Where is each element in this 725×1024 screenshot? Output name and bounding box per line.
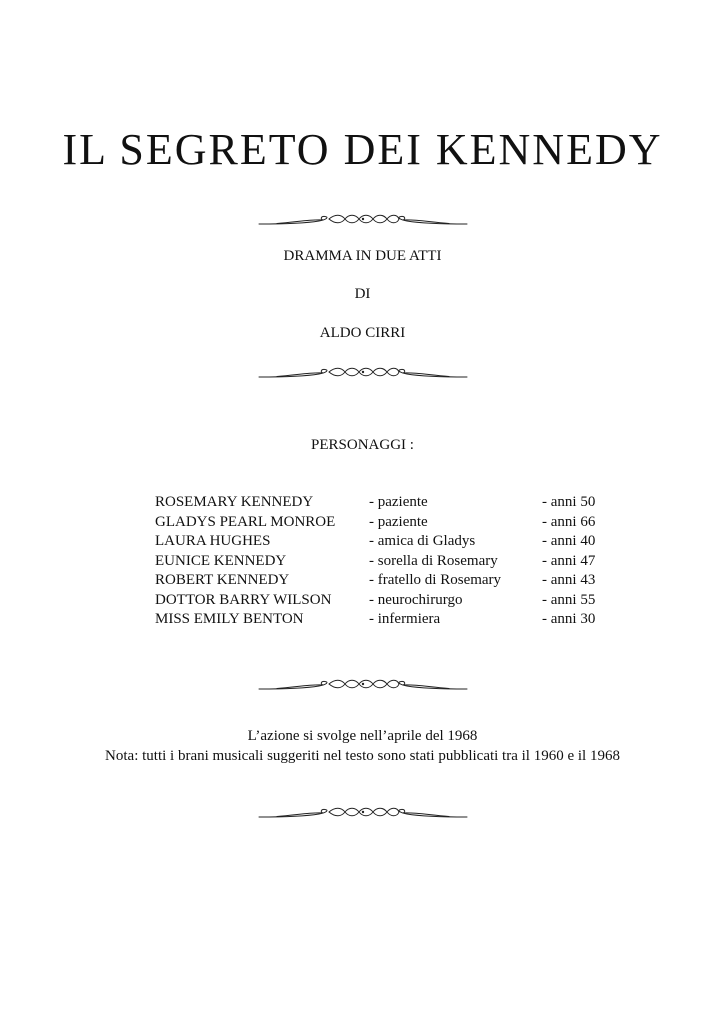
cast-role: - fratello di Rosemary [369,572,502,588]
setting-text: L’azione si svolge nell’aprile del 1968 [247,728,478,744]
cast-name: MISS EMILY BENTON [155,611,304,627]
author-name: ALDO CIRRI [319,325,406,341]
cast-row [155,610,615,630]
cast-name: EUNICE KENNEDY [155,552,287,569]
cast-age: - anni 30 [542,611,596,627]
cast-name: ROBERT KENNEDY [155,572,290,588]
play-subtitle: DRAMMA IN DUE ATTI [283,248,442,264]
cast-row [155,552,615,572]
ornament-divider-1 [257,210,469,230]
cast-row [155,532,615,552]
cast-role: - neurochirurgo [369,591,463,608]
ornament-divider-2 [257,363,469,383]
cast-row [155,513,615,533]
ornament-divider-3 [257,675,469,695]
cast-age: - anni 43 [542,572,596,588]
cast-age: - anni 50 [542,494,596,510]
ornament-divider-4 [257,803,469,823]
music-note-text: Nota: tutti i brani musicali suggeriti nel testo sono stati pubblicati tra il 1960 e il 1968 [105,748,620,764]
cast-role: - infermiera [369,611,441,627]
cast-row [155,591,615,611]
cast-role: - paziente [369,513,428,530]
cast-age: - anni 55 [542,591,596,608]
cast-name: GLADYS PEARL MONROE [155,513,336,530]
cast-age: - anni 47 [542,552,596,569]
cast-role: - paziente [369,494,428,510]
cast-age: - anni 66 [542,513,596,530]
cast-name: ROSEMARY KENNEDY [155,494,314,510]
cast-list [155,493,615,630]
cast-row [155,571,615,591]
cast-role: - sorella di Rosemary [369,552,498,569]
play-title: IL SEGRETO DEI KENNEDY [62,125,663,174]
cast-role: - amica di Gladys [369,533,476,549]
cast-name: DOTTOR BARRY WILSON [155,591,332,608]
cast-age: - anni 40 [542,533,596,549]
by-label: DI [354,286,371,302]
cast-name: LAURA HUGHES [155,533,271,549]
cast-heading: PERSONAGGI : [311,437,414,453]
cast-row [155,493,615,513]
